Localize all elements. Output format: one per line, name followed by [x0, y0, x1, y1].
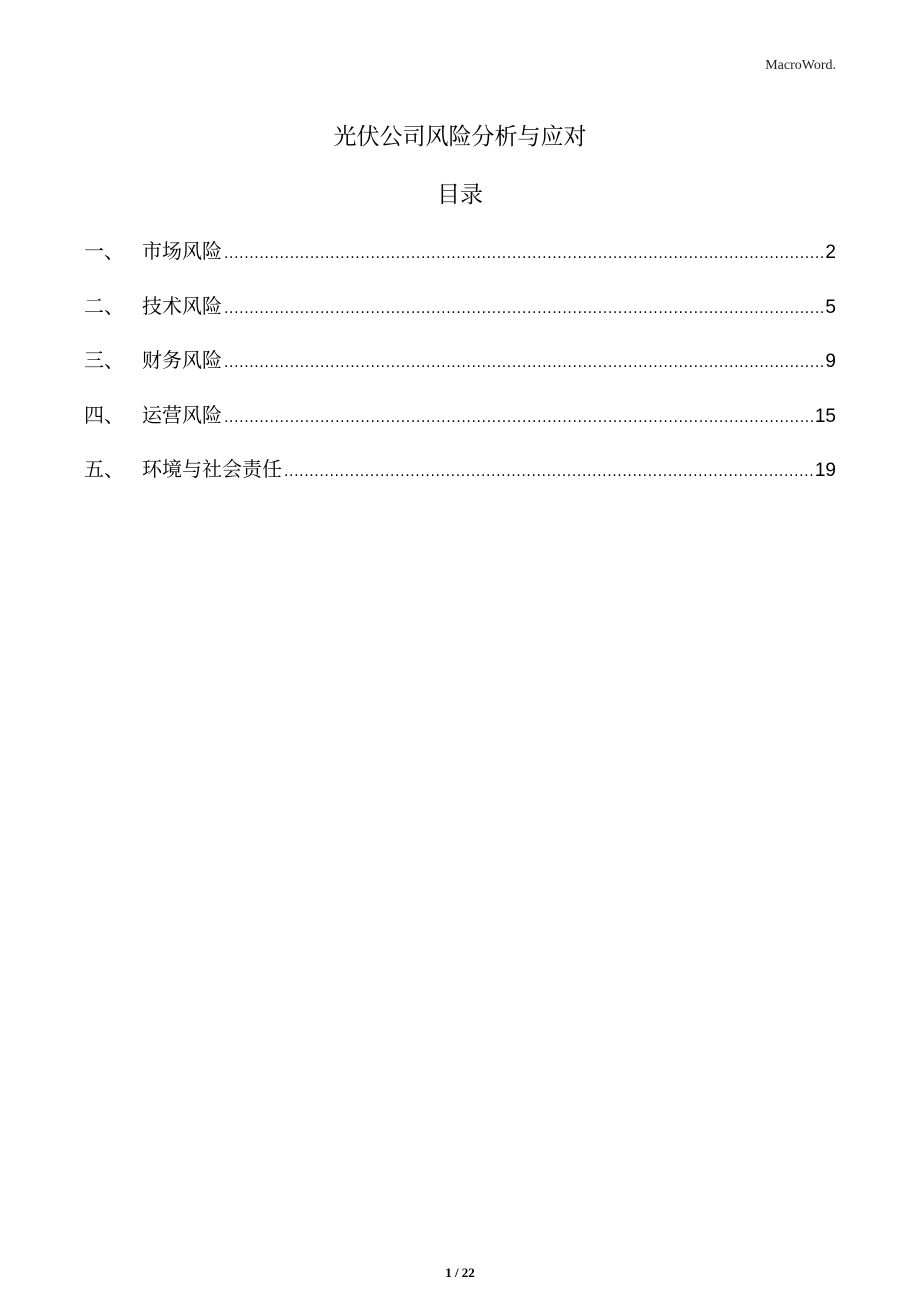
toc-entry-page: 5 [825, 296, 836, 318]
toc-entry-title: 环境与社会责任 [142, 457, 282, 481]
toc-entry-page: 9 [825, 351, 836, 372]
toc-entry-title: 市场风险 [142, 239, 222, 263]
toc-dot-leader [224, 403, 813, 433]
toc-entry-page: 19 [814, 460, 836, 481]
toc-entry-number: 一、 [84, 239, 124, 263]
toc-dot-leader [224, 239, 823, 269]
document-title: 光伏公司风险分析与应对 [333, 124, 587, 150]
toc-entry-page: 2 [825, 242, 836, 263]
toc-entry-page: 15 [814, 405, 836, 427]
toc-dot-leader [224, 348, 823, 378]
toc-entry-number: 四、 [84, 402, 124, 427]
toc-entry-technical-risk[interactable] [84, 291, 836, 321]
toc-entry-title: 财务风险 [142, 348, 222, 372]
toc-entry-number: 二、 [84, 293, 124, 318]
table-of-contents [84, 236, 836, 509]
toc-entry-operational-risk[interactable] [84, 400, 836, 430]
toc-dot-leader [284, 457, 813, 487]
toc-entry-market-risk[interactable] [84, 236, 836, 266]
toc-dot-leader [224, 294, 823, 324]
header-watermark-text: MacroWord. [765, 58, 836, 73]
toc-entry-title: 技术风险 [142, 293, 222, 318]
toc-entry-environment-social[interactable] [84, 454, 836, 484]
page-indicator: 1 / 22 [445, 1265, 475, 1280]
toc-entry-financial-risk[interactable] [84, 345, 836, 375]
toc-entry-number: 五、 [84, 457, 124, 481]
toc-entry-title: 运营风险 [142, 402, 222, 427]
toc-heading: 目录 [437, 182, 483, 208]
toc-entry-number: 三、 [84, 348, 124, 372]
